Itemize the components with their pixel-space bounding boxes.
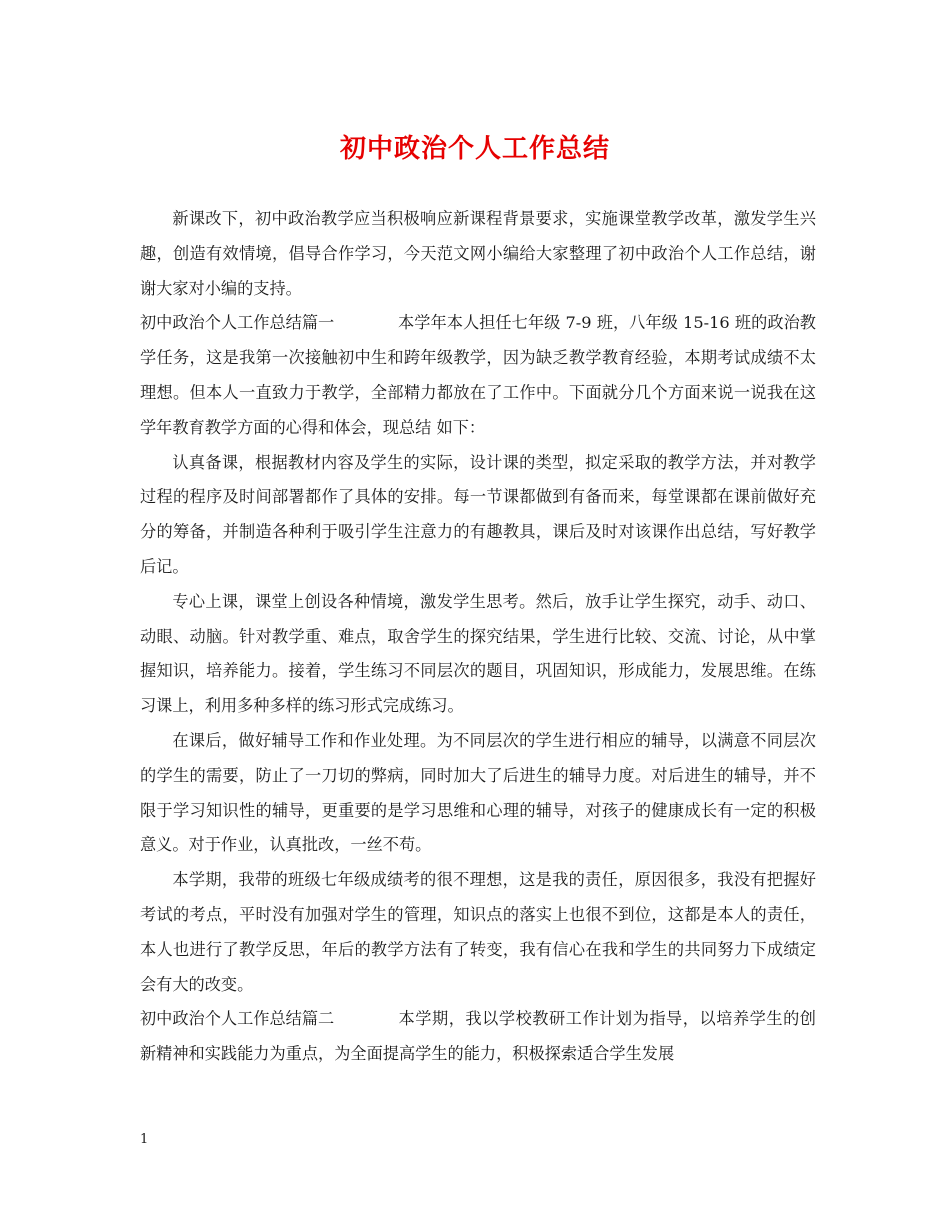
section-2-text: 本学期，我以学校教研工作计划为指导，以培养学生的创新精神和实践能力为重点，为全面提高学生的能力，积极探索适合学生发展 xyxy=(140,1009,816,1064)
intro-paragraph: 新课改下，初中政治教学应当积极响应新课程背景要求，实施课堂教学改革，激发学生兴趣，创造有效情境，倡导合作学习，今天范文网小编给大家整理了初中政治个人工作总结，谢谢大家对小编的支持。 xyxy=(140,209,816,298)
document-title: 初中政治个人工作总结 xyxy=(339,134,610,164)
page-number: 1 xyxy=(140,1132,149,1147)
body-paragraph-1: 认真备课，根据教材内容及学生的实际，设计课的类型，拟定采取的教学方法，并对教学过程的程序及时间部署都作了具体的安排。每一节课都做到有备而来，每堂课都在课前做好充分的筹备，并制造各种利于吸引学生注意力的有趣教具，课后及时对该课作出总结，写好教学后记。 xyxy=(140,452,816,576)
section-1-text: 本学年本人担任七年级 7-9 班，八年级 15-16 班的政治教学任务，这是我第一次接触初中生和跨年级教学，因为缺乏教学教育经验，本期考试成绩不太理想。但本人一直致力于教学，全部精力都放在了工作中。下面就分几个方面来说一说我在这学年教育教学方面的心得和体会，现总结 如下： xyxy=(140,313,816,437)
section-2-paragraph xyxy=(140,1002,816,1072)
section-2-heading: 初中政治个人工作总结篇二 xyxy=(140,1009,335,1029)
body-paragraph-2: 专心上课，课堂上创设各种情境，激发学生思考。然后，放手让学生探究，动手、动口、动眼、动脑。针对教学重、难点，取舍学生的探究结果，学生进行比较、交流、讨论，从中掌握知识，培养能力。接着，学生练习不同层次的题目，巩固知识，形成能力，发展思维。在练习课上，利用多种多样的练习形式完成练习。 xyxy=(140,591,816,716)
section-1-heading: 初中政治个人工作总结篇一 xyxy=(140,313,335,333)
body-paragraph-3: 在课后，做好辅导工作和作业处理。为不同层次的学生进行相应的辅导，以满意不同层次的学生的需要，防止了一刀切的弊病，同时加大了后进生的辅导力度。对后进生的辅导，并不限于学习知识性的辅导，更重要的是学习思维和心理的辅导，对孩子的健康成长有一定的积极意义。对于作业，认真批改，一丝不苟。 xyxy=(140,730,816,855)
section-1-paragraph xyxy=(140,306,816,445)
document-body xyxy=(140,202,816,1072)
body-paragraph-4: 本学期，我带的班级七年级成绩考的很不理想，这是我的责任，原因很多，我没有把握好考试的考点，平时没有加强对学生的管理，知识点的落实上也很不到位，这都是本人的责任，本人也进行了教学反思，年后的教学方法有了转变，我有信心在我和学生的共同努力下成绩定会有大的改变。 xyxy=(140,870,816,994)
